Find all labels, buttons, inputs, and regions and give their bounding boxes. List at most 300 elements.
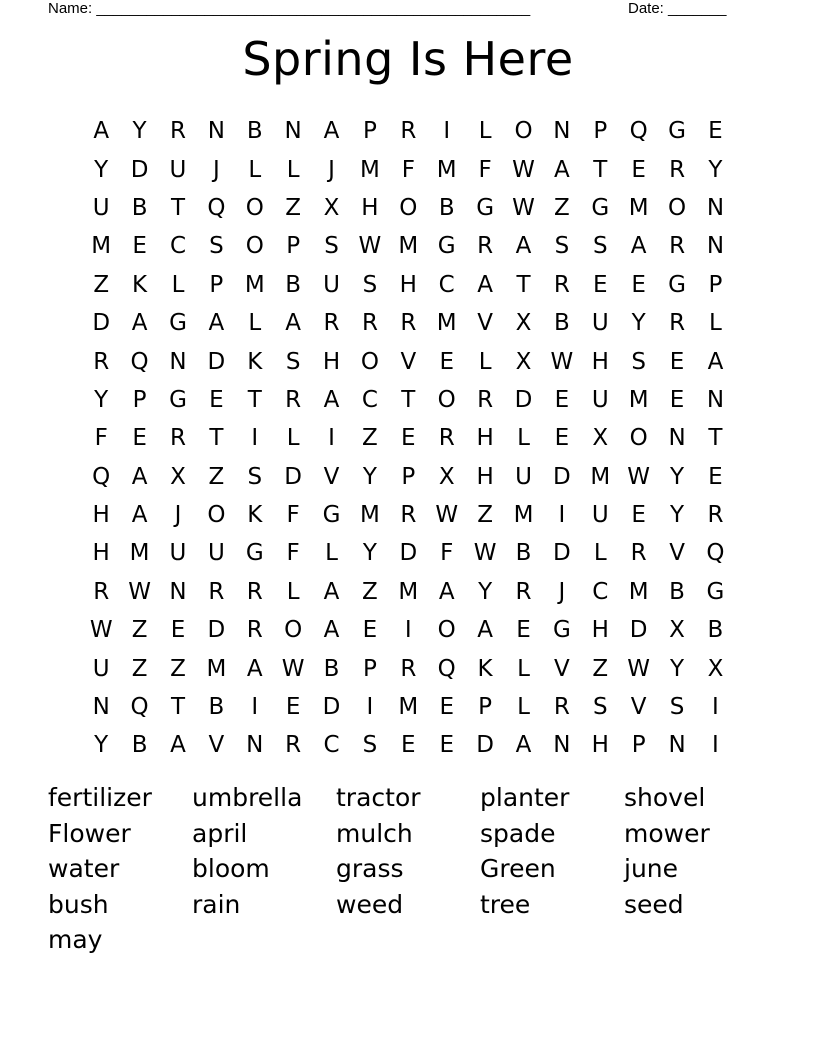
grid-letter: Z — [477, 502, 493, 529]
grid-letter: F — [286, 540, 300, 567]
word-list-item: mulch — [336, 818, 413, 848]
grid-letter: M — [206, 655, 227, 682]
grid-letter: R — [323, 310, 340, 337]
grid-letter: M — [398, 233, 419, 260]
grid-letter: A — [93, 118, 110, 145]
grid-letter: V — [323, 463, 340, 490]
grid-letter: G — [169, 386, 187, 413]
word-list-item: umbrella — [192, 783, 303, 812]
word-list-item: spade — [480, 818, 556, 848]
grid-letter: Q — [629, 118, 648, 145]
grid-letter: L — [286, 156, 300, 183]
date-field[interactable] — [628, 0, 726, 17]
grid-letter: P — [593, 118, 608, 145]
grid-letter: V — [554, 655, 570, 682]
grid-letter: H — [591, 348, 609, 375]
grid-letter: N — [92, 694, 110, 721]
grid-letter: M — [244, 271, 265, 298]
grid-letter: X — [323, 194, 340, 221]
grid-letter: E — [631, 502, 646, 529]
grid-letter: K — [477, 655, 493, 682]
grid-letter: M — [628, 578, 649, 605]
grid-letter: G — [476, 194, 495, 221]
grid-letter: R — [246, 578, 263, 605]
grid-letter: A — [707, 348, 724, 375]
grid-letter: B — [131, 732, 148, 759]
grid-letter: O — [207, 502, 226, 529]
grid-letter: Y — [94, 732, 109, 759]
grid-letter: I — [328, 425, 335, 452]
grid-letter: U — [169, 540, 187, 567]
grid-letter: Q — [207, 194, 226, 221]
grid-letter: E — [631, 271, 646, 298]
grid-letter: O — [399, 194, 418, 221]
grid-letter: P — [401, 463, 416, 490]
grid-letter: S — [362, 732, 378, 759]
grid-letter: Y — [94, 156, 109, 183]
grid-letter: T — [401, 386, 416, 413]
grid-letter: E — [401, 732, 416, 759]
grid-letter: A — [554, 156, 570, 183]
grid-letter: A — [323, 578, 340, 605]
grid-letter: W — [512, 156, 535, 183]
grid-letter: U — [92, 194, 110, 221]
grid-letter: T — [593, 156, 608, 183]
date-label: Date: — [628, 0, 664, 17]
grid-letter: B — [515, 540, 532, 567]
word-list-item: tractor — [336, 783, 421, 812]
grid-letter: O — [437, 617, 456, 644]
grid-letter: T — [708, 425, 723, 452]
name-field[interactable] — [48, 0, 530, 17]
grid-letter: Y — [362, 463, 377, 490]
grid-letter: Y — [94, 386, 109, 413]
grid-letter: W — [128, 578, 151, 605]
grid-letter: S — [362, 271, 378, 298]
word-list-item: bloom — [192, 854, 270, 884]
grid-letter: N — [706, 194, 725, 221]
word-list-item: mower — [624, 818, 710, 848]
word-list-item: rain — [192, 889, 241, 919]
grid-letter: A — [131, 310, 148, 337]
grid-letter: P — [132, 386, 147, 413]
grid-letter: E — [708, 463, 723, 490]
grid-letter: P — [478, 694, 493, 721]
grid-letter: S — [592, 694, 608, 721]
grid-letter: D — [284, 463, 302, 490]
grid-letter: U — [169, 156, 187, 183]
grid-letter: W — [627, 655, 651, 682]
grid-letter: Y — [631, 310, 646, 337]
grid-letter: C — [438, 271, 455, 298]
grid-letter: G — [437, 233, 456, 260]
grid-letter: A — [246, 655, 263, 682]
grid-letter: G — [245, 540, 264, 567]
grid-letter: R — [169, 425, 186, 452]
grid-letter: F — [440, 540, 454, 567]
word-list-item: Flower — [48, 818, 131, 848]
grid-letter: H — [591, 732, 609, 759]
grid-letter: D — [207, 348, 226, 375]
word-list-item: tree — [480, 889, 531, 919]
grid-letter: A — [477, 617, 493, 644]
grid-letter: R — [400, 118, 417, 145]
grid-letter: E — [401, 425, 416, 452]
grid-letter: I — [366, 694, 374, 721]
word-list-item: june — [624, 854, 679, 884]
grid-letter: F — [94, 425, 108, 452]
grid-letter: Z — [362, 578, 378, 605]
grid-letter: A — [285, 310, 302, 337]
grid-letter: N — [553, 118, 571, 145]
word-list-item: bush — [48, 889, 109, 919]
grid-letter: W — [281, 655, 305, 682]
grid-letter: L — [286, 425, 300, 452]
grid-letter: E — [285, 694, 301, 721]
grid-letter: N — [706, 233, 725, 260]
grid-letter: R — [477, 386, 494, 413]
grid-letter: M — [590, 463, 611, 490]
grid-letter: C — [169, 233, 186, 260]
grid-letter: E — [132, 425, 147, 452]
grid-letter: J — [174, 502, 182, 529]
grid-letter: P — [708, 271, 723, 298]
grid-letter: H — [591, 617, 609, 644]
grid-letter: N — [668, 425, 686, 452]
grid-letter: I — [712, 732, 719, 759]
grid-letter: X — [515, 310, 532, 337]
grid-letter: T — [209, 425, 224, 452]
grid-letter: A — [208, 310, 225, 337]
grid-letter: O — [629, 425, 648, 452]
grid-letter: Y — [478, 578, 493, 605]
grid-letter: E — [593, 271, 608, 298]
grid-letter: L — [593, 540, 607, 567]
grid-letter: R — [285, 386, 302, 413]
grid-letter: H — [361, 194, 379, 221]
word-list-item: shovel — [624, 783, 706, 812]
grid-letter: M — [436, 156, 457, 183]
grid-letter: B — [246, 118, 263, 145]
grid-letter: Y — [670, 502, 685, 529]
grid-letter: S — [285, 348, 301, 375]
grid-letter: H — [399, 271, 417, 298]
grid-letter: K — [247, 348, 263, 375]
grid-letter: S — [669, 694, 685, 721]
grid-letter: B — [323, 655, 340, 682]
grid-letter: U — [323, 271, 340, 298]
word-list-item: fertilizer — [48, 783, 152, 812]
grid-letter: N — [169, 578, 187, 605]
grid-letter: L — [248, 310, 262, 337]
grid-letter: Z — [592, 655, 609, 682]
grid-letter: G — [591, 194, 610, 221]
grid-letter: P — [362, 118, 377, 145]
name-blank[interactable]: ____________________________________________________ — [96, 0, 531, 17]
grid-letter: M — [91, 233, 112, 260]
grid-letter: X — [592, 425, 609, 452]
grid-letter: R — [169, 118, 186, 145]
grid-letter: F — [401, 156, 415, 183]
grid-letter: H — [92, 502, 110, 529]
grid-letter: R — [438, 425, 455, 452]
grid-letter: A — [515, 233, 532, 260]
grid-letter: M — [436, 310, 457, 337]
grid-letter: A — [323, 118, 340, 145]
grid-letter: E — [516, 617, 531, 644]
grid-letter: D — [399, 540, 418, 567]
grid-letter: A — [630, 233, 647, 260]
grid-letter: E — [669, 348, 685, 375]
grid-letter: D — [322, 694, 341, 721]
grid-letter: R — [285, 732, 302, 759]
grid-letter: M — [360, 502, 380, 529]
grid-letter: G — [169, 310, 187, 337]
grid-letter: B — [285, 271, 302, 298]
grid-letter: L — [248, 156, 262, 183]
grid-letter: R — [669, 310, 686, 337]
grid-letter: S — [592, 233, 608, 260]
grid-letter: E — [132, 233, 147, 260]
grid-letter: S — [209, 233, 224, 260]
grid-letter: I — [251, 425, 259, 452]
grid-letter: U — [591, 310, 609, 337]
grid-letter: R — [400, 502, 417, 529]
grid-letter: F — [286, 502, 300, 529]
grid-letter: I — [443, 118, 451, 145]
grid-letter: T — [170, 194, 185, 221]
grid-letter: R — [707, 502, 724, 529]
grid-letter: T — [516, 271, 531, 298]
grid-letter: V — [208, 732, 225, 759]
grid-letter: R — [669, 156, 686, 183]
grid-letter: I — [712, 694, 719, 721]
grid-letter: V — [477, 310, 493, 337]
grid-letter: R — [93, 578, 110, 605]
grid-letter: Y — [670, 463, 685, 490]
grid-letter: U — [591, 386, 609, 413]
grid-letter: M — [129, 540, 150, 567]
grid-letter: O — [245, 194, 264, 221]
grid-letter: W — [473, 540, 497, 567]
grid-letter: R — [515, 578, 532, 605]
grid-letter: Z — [93, 271, 110, 298]
grid-letter: E — [631, 156, 646, 183]
date-blank[interactable]: _______ — [668, 0, 727, 17]
grid-letter: W — [627, 463, 651, 490]
grid-letter: Z — [131, 617, 148, 644]
grid-letter: W — [512, 194, 535, 221]
grid-letter: E — [439, 732, 454, 759]
grid-letter: B — [131, 194, 148, 221]
grid-letter: R — [400, 655, 417, 682]
grid-letter: Q — [130, 694, 149, 721]
grid-letter: O — [437, 386, 456, 413]
grid-letter: W — [358, 233, 382, 260]
grid-letter: W — [435, 502, 459, 529]
grid-letter: D — [629, 617, 648, 644]
grid-letter: V — [669, 540, 685, 567]
grid-letter: Z — [554, 194, 570, 221]
grid-letter: R — [630, 540, 647, 567]
grid-letter: N — [169, 348, 187, 375]
grid-letter: A — [323, 386, 340, 413]
grid-letter: Q — [130, 348, 149, 375]
grid-letter: L — [325, 540, 338, 567]
grid-letter: U — [591, 502, 609, 529]
word-list-item: water — [48, 854, 120, 884]
grid-letter: D — [130, 156, 149, 183]
grid-letter: Q — [92, 463, 111, 490]
grid-letter: R — [400, 310, 417, 337]
grid-letter: P — [631, 732, 646, 759]
word-list-item: may — [48, 925, 103, 955]
grid-letter: E — [554, 425, 570, 452]
grid-letter: J — [212, 156, 220, 183]
grid-letter: R — [553, 694, 570, 721]
grid-letter: R — [669, 233, 686, 260]
grid-letter: M — [360, 156, 380, 183]
grid-letter: D — [207, 617, 226, 644]
grid-letter: E — [362, 617, 378, 644]
grid-letter: Y — [670, 655, 685, 682]
grid-letter: E — [439, 348, 454, 375]
grid-letter: A — [438, 578, 455, 605]
grid-letter: N — [553, 732, 571, 759]
grid-letter: Z — [285, 194, 302, 221]
grid-letter: R — [208, 578, 225, 605]
grid-letter: D — [92, 310, 111, 337]
grid-letter: M — [513, 502, 534, 529]
grid-letter: M — [628, 194, 649, 221]
page-title: Spring Is Here — [242, 32, 574, 86]
grid-letter: F — [478, 156, 492, 183]
grid-letter: A — [323, 617, 340, 644]
grid-letter: L — [171, 271, 185, 298]
grid-letter: L — [286, 578, 300, 605]
grid-letter: C — [592, 578, 609, 605]
grid-letter: N — [246, 732, 264, 759]
grid-letter: T — [247, 386, 262, 413]
grid-letter: S — [554, 233, 570, 260]
grid-letter: O — [245, 233, 264, 260]
grid-letter: J — [558, 578, 566, 605]
grid-letter: A — [515, 732, 532, 759]
word-list-item: april — [192, 818, 248, 848]
grid-letter: I — [251, 694, 259, 721]
header — [0, 0, 816, 20]
grid-letter: Z — [170, 655, 186, 682]
grid-letter: P — [362, 655, 377, 682]
grid-letter: R — [361, 310, 378, 337]
grid-letter: C — [361, 386, 378, 413]
grid-letter: K — [132, 271, 148, 298]
word-list — [48, 780, 768, 958]
grid-letter: L — [517, 655, 530, 682]
letter-grid — [82, 112, 735, 765]
grid-letter: R — [477, 233, 494, 260]
grid-letter: H — [476, 463, 494, 490]
grid-letter: V — [400, 348, 417, 375]
grid-letter: O — [668, 194, 687, 221]
grid-letter: L — [478, 348, 492, 375]
grid-letter: M — [628, 386, 649, 413]
grid-letter: H — [476, 425, 494, 452]
grid-letter: A — [170, 732, 186, 759]
grid-letter: Q — [706, 540, 725, 567]
grid-letter: N — [207, 118, 225, 145]
grid-letter: Z — [208, 463, 225, 490]
grid-letter: S — [324, 233, 339, 260]
grid-letter: V — [630, 694, 647, 721]
grid-letter: W — [550, 348, 574, 375]
grid-letter: A — [477, 271, 493, 298]
grid-letter: T — [170, 694, 185, 721]
grid-letter: B — [707, 617, 724, 644]
grid-letter: L — [517, 425, 530, 452]
grid-letter: M — [398, 694, 419, 721]
grid-letter: Y — [362, 540, 377, 567]
grid-letter: D — [553, 463, 571, 490]
grid-letter: B — [208, 694, 225, 721]
grid-letter: Z — [362, 425, 378, 452]
grid-letter: H — [92, 540, 110, 567]
word-list-item: planter — [480, 783, 570, 812]
grid-letter: J — [328, 156, 335, 183]
grid-letter: Q — [437, 655, 456, 682]
grid-letter: P — [209, 271, 224, 298]
grid-letter: U — [515, 463, 532, 490]
grid-letter: X — [170, 463, 186, 490]
grid-letter: E — [439, 694, 454, 721]
grid-letter: E — [669, 386, 685, 413]
grid-letter: W — [89, 617, 113, 644]
grid-letter: N — [706, 386, 725, 413]
grid-letter: B — [669, 578, 685, 605]
grid-letter: S — [631, 348, 646, 375]
grid-letter: X — [438, 463, 455, 490]
grid-letter: K — [247, 502, 263, 529]
grid-letter: S — [247, 463, 263, 490]
grid-letter: L — [709, 310, 722, 337]
grid-letter: G — [552, 617, 571, 644]
grid-letter: A — [131, 502, 148, 529]
grid-letter: N — [284, 118, 302, 145]
grid-letter: Y — [132, 118, 147, 145]
grid-letter: I — [404, 617, 412, 644]
grid-letter: Y — [708, 156, 723, 183]
grid-letter: D — [514, 386, 533, 413]
grid-letter: C — [323, 732, 340, 759]
word-list-item: seed — [624, 889, 684, 919]
grid-letter: O — [514, 118, 533, 145]
grid-letter: B — [438, 194, 455, 221]
grid-letter: H — [322, 348, 341, 375]
grid-letter: U — [207, 540, 225, 567]
grid-letter: N — [668, 732, 686, 759]
grid-letter: D — [476, 732, 494, 759]
grid-letter: E — [708, 118, 723, 145]
grid-letter: Z — [131, 655, 148, 682]
word-list-item: Green — [480, 854, 556, 884]
name-label: Name: — [48, 0, 93, 17]
grid-letter: O — [284, 617, 303, 644]
grid-letter: G — [668, 271, 686, 298]
grid-letter: L — [478, 118, 492, 145]
grid-letter: P — [286, 233, 301, 260]
word-list-item: grass — [336, 854, 404, 884]
grid-letter: U — [92, 655, 110, 682]
